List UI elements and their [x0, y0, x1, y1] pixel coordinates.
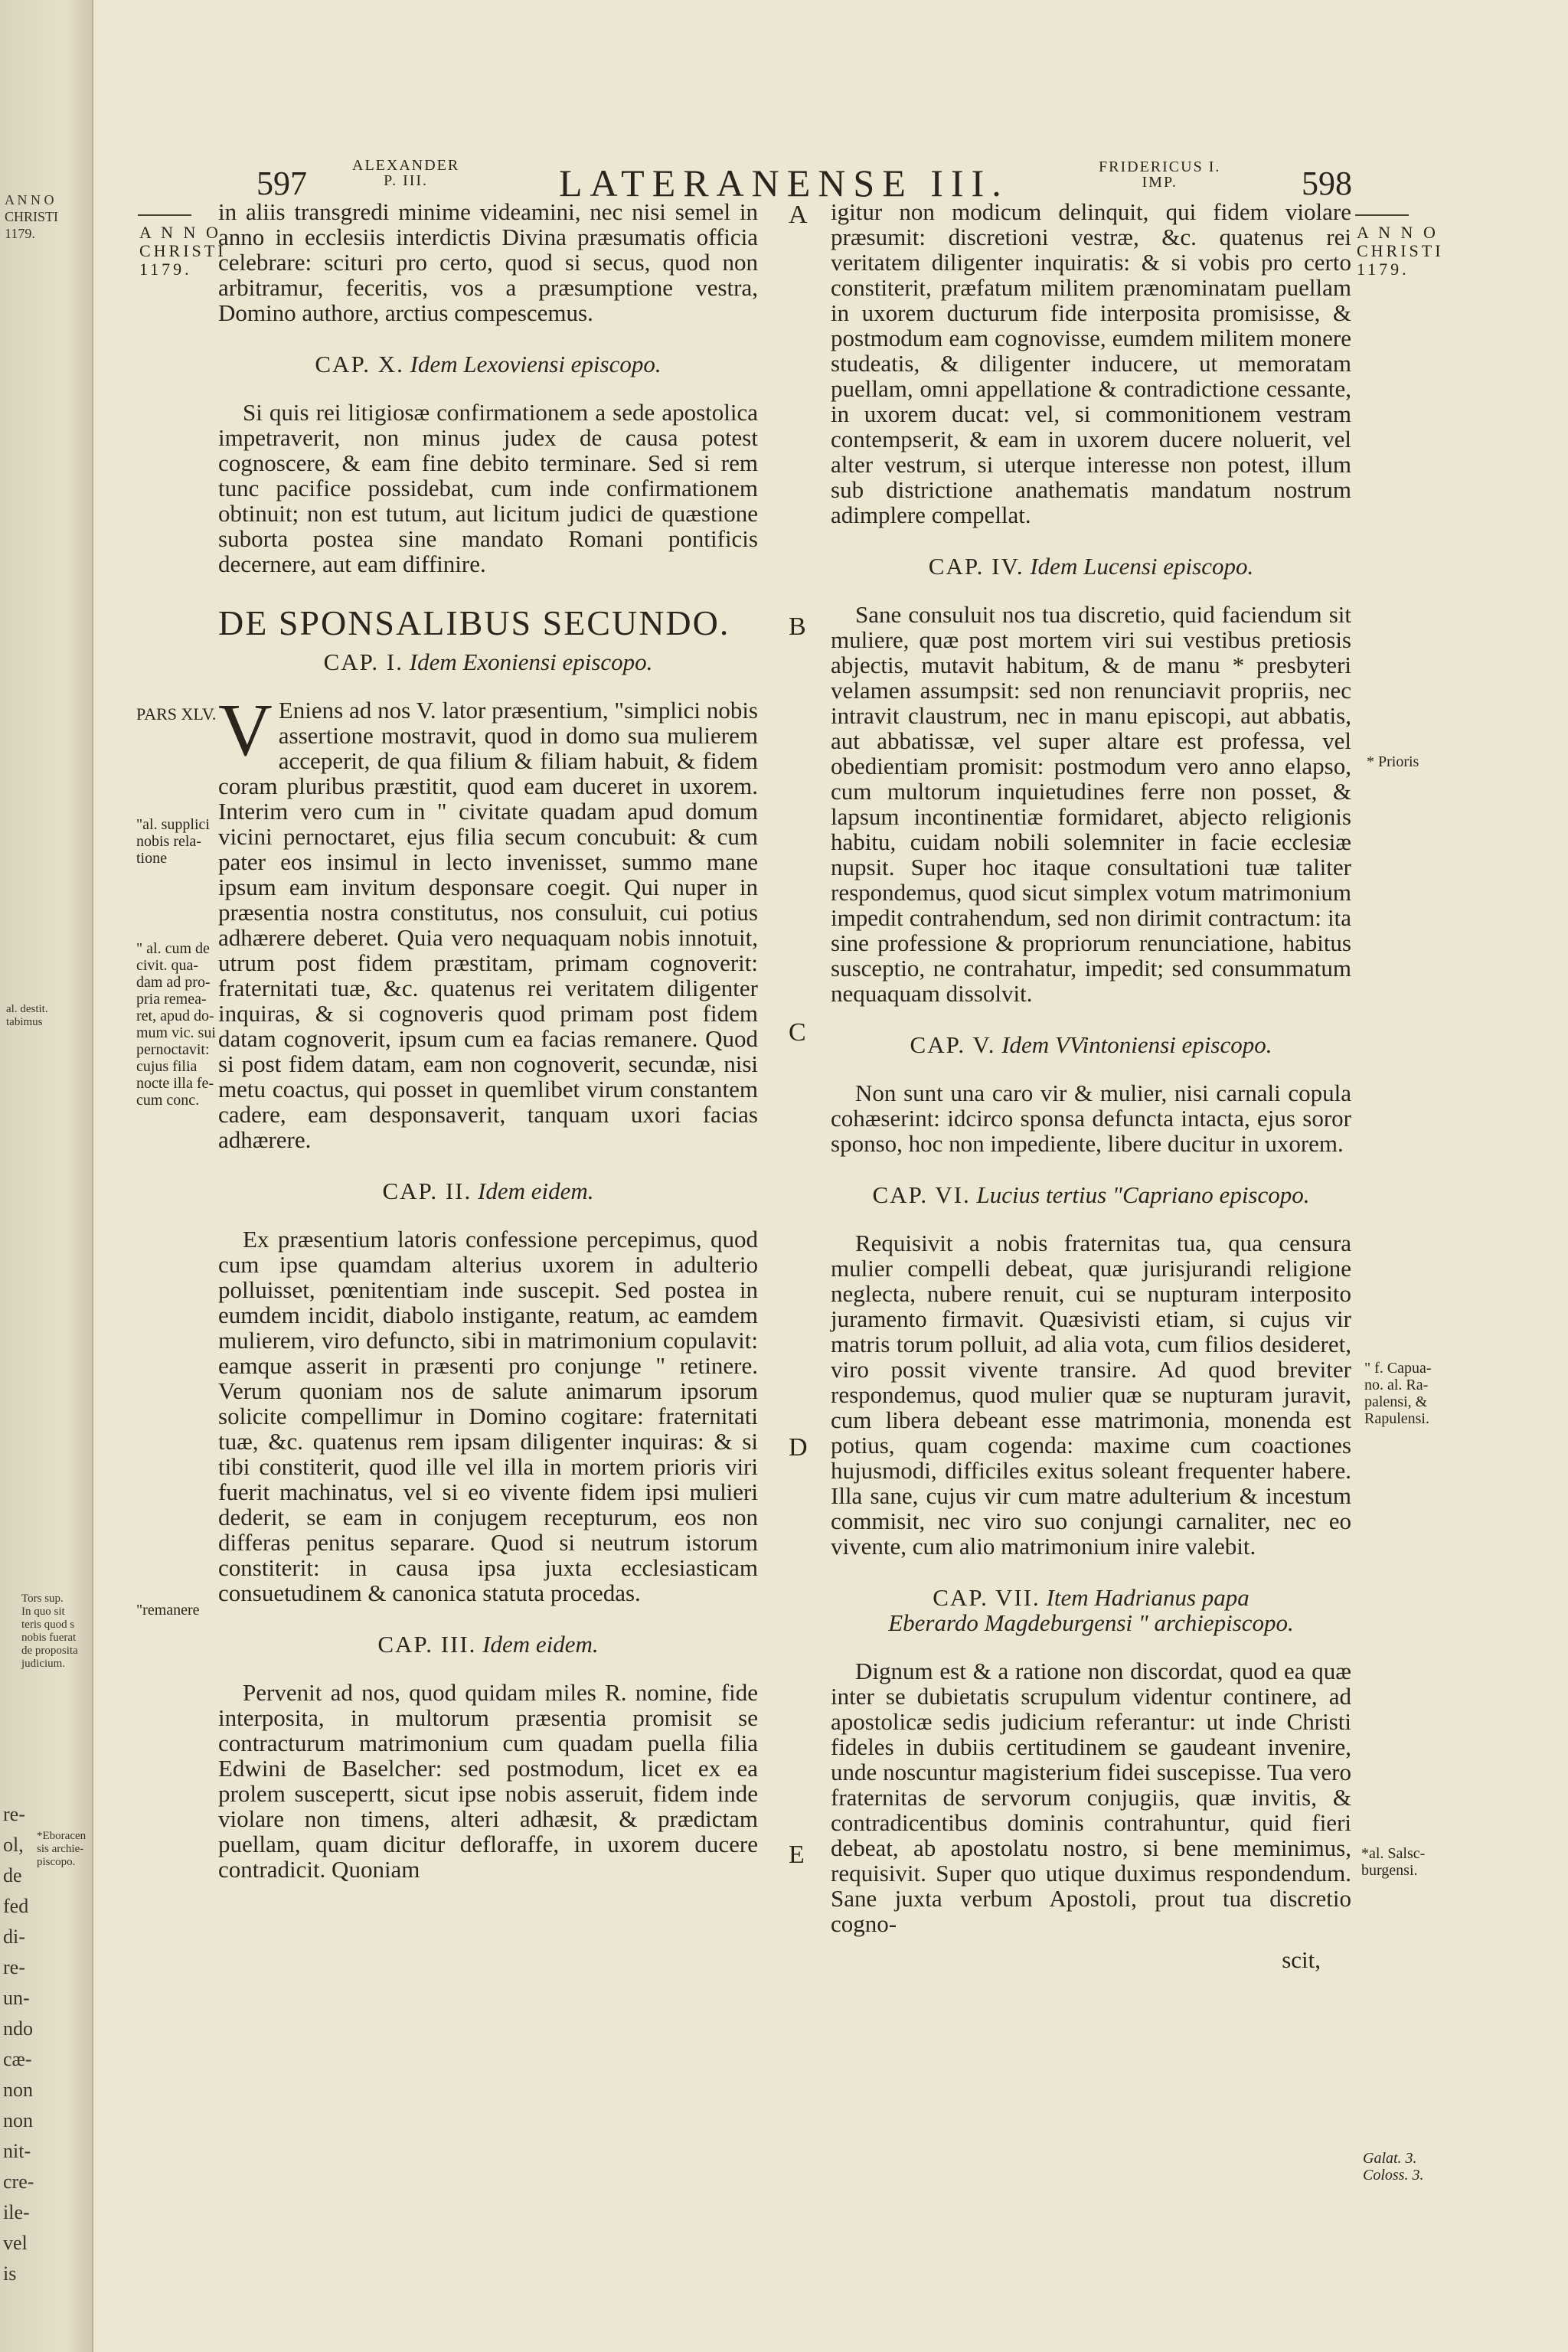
chapter-heading: CAP. III. Idem eidem.: [377, 1631, 599, 1658]
paragraph: Si quis rei litigiosæ confirmationem a sede apostolica impetraverit, non minus judex de causa potest cognoscere, & eam fine debito terminare. Sed si rem tunc pacifice possidebat, cum inde confirmationem obtinuit; non est tutum, aut licitum judici de quæstione suborta postea sine mandato Romani pontificis decernere, aut eam diffinire.: [218, 399, 758, 577]
chapter-heading: CAP. VII. Item Hadrianus papa Eberardo Magdeburgensi " archiepiscopo.: [888, 1584, 1294, 1636]
margin-note-1: "al. supplici nobis rela- tione: [136, 816, 210, 867]
paragraph: Sane consuluit nos tua discretio, quid faciendum sit muliere, quæ post mortem viri sui vestibus pretiosis abjectis, mutavit habitum, & de manu * presbyteri velamen assumpsit: sed non renunciavit propriis, nec intravit claustrum, nec in manu episcopi, aut abbatis, aut abbatissæ, vel super altare est professa, vel obedientiam promisit: postmodum vero anno elapso, cum multorum inquietudines ferre non posset, & lapsum incontinentiæ formidaret, abjecto religionis habitu, cuidam nobili solemniter in facie ecclesiæ nupsit. Super hoc itaque consultationi tuæ taliter respondemus, quod sicut simplex votum matrimonium impedit contrahendum, sed non dirimit contractum: ita sine professione & propriorum renunciatione, habitus susceptio, ne contrahatur, impedit; sed consummatum nequaquam dissolvit.: [831, 601, 1351, 1007]
paragraph: Non sunt una caro vir & mulier, nisi carnali copula cohæserint: idcirco sponsa defuncta intacta, ejus soror sponso, hoc non impediente, libere ducitur in uxorem.: [831, 1080, 1351, 1157]
paragraph: Pervenit ad nos, quod quidam miles R. nomine, fide interposita, in multorum præsentia promisit se contracturum matrimonium cum quadam puella filia Edwini de Baselcher: sed postmodum, licet ex ea prolem suscepertt, sicut ipse nobis asseruit, fidem inde violare non timens, alteri adhæsit, & prædictam puellam, quam dicitur defloraffe, in uxorem ducere contradicit. Quoniam: [218, 1679, 758, 1883]
chapter-heading: CAP. V. Idem VVintoniensi episcopo.: [910, 1031, 1272, 1058]
paragraph: igitur non modicum delinquit, qui fidem violare præsumit: discretioni vestræ, &c. quatenus rei veritatem diligenter inquiratis: & si vobis pro certo constiterit, præfatum militem prænominatam puellam in uxorem ducturum fide interposita promisisse, & postmodum eam cognovisse, eumdem militem monere studeatis, & diligenter inducere, ut memoratam puellam, omni appellatione & contradictione cessante, in uxorem ducat: vel, si commonitionem vestram contempserit, & eam in uxorem ducere noluerit, vel alter vestrum, si uterque interesse non potest, illum sub districtione anathematis mandatum nostrum adimplere compellat.: [831, 198, 1351, 528]
section-letter-e: E: [789, 1841, 805, 1869]
strip-low-note-2: *Eboracen sis archie- piscopo.: [37, 1830, 87, 1868]
right-column: [831, 199, 1351, 1972]
strip-low-note: Tors sup. In quo sit teris quod s nobis fuerat de proposita judicium.: [21, 1592, 78, 1670]
page-title: LATERANENSE III.: [559, 162, 1009, 204]
paragraph: in aliis transgredi minime videamini, nec nisi semel in anno in ecclesiis interdictis Divina præsumatis officia celebrare: sciturі pro certo, quod si secus, quod non arbitramur, feceritis, vos a præsumptione vestra, Domino authore, arctius compescemus.: [218, 198, 758, 326]
chapter-heading: CAP. VI. Lucius tertius "Capriano episcopo.: [872, 1181, 1310, 1208]
anno-christi-left: A N N O CHRISTI 1179.: [139, 223, 227, 279]
right-running-head: FRIDERICUS I. IMP.: [1099, 158, 1221, 191]
margin-note-3: "remanere: [136, 1602, 200, 1619]
paragraph: V Eniens ad nos V. lator præsentium, "simplici nobis assertione mostravit, quod in domo sua mulierem acceperit, de qua filium & filiam habuit, & fidem coram pluribus præstitit, quod eam duceret in uxorem. Interim vero cum in " civitate quadam apud domum vicini pernoctaret, ejus filia secum concubuit: & cum pater eos insimul in lecto invenisset, summo mane ipsum eam invitum desponsare coegit. Qui nuper in præsentia nostra constitutus, nos consuluit, cui potius adhærere deberet. Quia vero nequaquam nobis innotuit, utrum post fidem præstitam, primam cognoverit: fraternitati tuæ, &c. quatenus rei veritatem diligenter inquiras, & si cognoveris quod primam post fidem datam cognoverit, ipsum cum ea facias remanere. Quod si post fidem datam, eam non cognoverit, secundæ, nisi metu coactus, qui posset in quemlibet virum constantem cadere, eam desponsaverit, tanquam uxori facias adhærere.: [218, 689, 758, 1153]
section-letter-b: B: [789, 612, 806, 641]
section-letter-c: C: [789, 1018, 806, 1047]
left-page-strip: [0, 0, 93, 2352]
strip-anno-note: A N N O CHRISTI 1179.: [5, 192, 59, 241]
section-title: DE SPONSALIBUS SECUNDO.: [218, 603, 730, 642]
right-page-number: 598: [1302, 165, 1352, 202]
left-page-number: 597: [256, 165, 307, 202]
section-letter-a: A: [789, 201, 808, 229]
chapter-heading: CAP. I. Idem Exoniensi episcopo.: [323, 648, 653, 675]
drop-capital: V: [218, 689, 273, 772]
strip-mid-note: al. destit. tabimus: [6, 1003, 48, 1028]
chapter-heading: CAP. II. Idem eidem.: [382, 1178, 594, 1204]
margin-note-salsburg: *al. Salsc- burgensi.: [1361, 1845, 1426, 1879]
margin-note-capua: " f. Capua- no. al. Ra- palensi, & Rapulensi.: [1364, 1360, 1432, 1427]
paragraph: Dignum est & a ratione non discordat, quod ea quæ inter se dubietatis scrupulum videntur continere, ad apostolicæ sedis judicium referantur: ut inde Christi fideles in dubiis certitudinem se gaudeant invenire, unde noscuntur magisterium fidei suscepisse. Tua vero fraternitas de servorum conjugiis, quæ invitis, & contradicentibus dominis contrahuntur, quid fieri debeat, ab apostolatu nostro, si bene meminimus, requisivit. Super quo utique duximus respondendum. Sane juxta verbum Apostoli, prout tua discretio cogno-: [831, 1658, 1351, 1937]
margin-note-galat: Galat. 3. Coloss. 3.: [1363, 2150, 1424, 2184]
anno-rule-right: [1355, 214, 1409, 216]
margin-note-2: " al. cum de civit. qua- dam ad pro- pria remea- ret, apud do- mum vic. sui pernoctavit: cujus filia nocte illa fe- cum conc.: [136, 940, 216, 1109]
anno-rule-left: [138, 214, 191, 216]
strip-fragments: re- ol, de fed di- re- un- ndo cæ- non non nit- cre- ile- vel is: [3, 1803, 34, 2285]
paragraph: Requisivit a nobis fraternitas tua, qua censura mulier compelli debeat, quæ jurisjurandi religione neglecta, nubere renuit, cui se nupturam interposito juramento firmavit. Quæsivisti etiam, si cujus vir matris torum polluit, ad alia vota, cum filios desideret, viro possit vivente transire. Ad quod breviter respondemus, quod mulier quæ se nupturam juravit, cum libera debeant esse matrimonia, monenda est potius, quam cogenda: maxime cum coactiones hujusmodi, difficiles exitus soleant frequenter habere. Illa sane, cujus vir cum matre adulterium & incestum commisit, nec viro suo conjungi carnaliter, nec eo vivente, cum alio matrimonium inire valebit.: [831, 1230, 1351, 1560]
left-running-head: ALEXANDER P. III.: [352, 157, 460, 189]
chapter-heading: CAP. IV. Idem Lucensi episcopo.: [928, 553, 1254, 580]
chapter-heading: CAP. X. Idem Lexoviensi episcopo.: [315, 351, 662, 377]
paragraph: Ex præsentium latoris confessione percepimus, quod cum ipse quamdam alterius uxorem in adulterio polluisset, pœnitentiam inde suscepit. Sed postea in eumdem incidit, diabolo instigante, reatum, ac eamdem mulierem, viro defuncto, sibi in matrimonium copulavit: eamque asserit in præsenti pro conjunge " retinere. Verum quoniam nos de salute animarum ipsorum solicite compellimur in Domino cogitare: fraternitati tuæ, &c. quatenus rem ipsam diligenter inquiras: & si tibi constiterit, quod ille vel illa in mortem prioris viri fuerit machinatus, vel si eo vivente fidem ipsi mulieri dederit, se eam in conjugem recepturum, eos non differas penitus separare. Quod si neutrum istorum constiterit: in causa ipsa juxta ecclesiasticam consuetudinem & canonica statuta procedas.: [218, 1226, 758, 1606]
margin-note-prioris: * Prioris: [1367, 753, 1419, 770]
section-letter-d: D: [789, 1433, 808, 1462]
anno-christi-right: A N N O CHRISTI 1179.: [1357, 223, 1444, 279]
left-column: [218, 199, 758, 1893]
catchword: scit,: [1282, 1946, 1321, 1973]
book-page: [100, 0, 1568, 2352]
pars-label: PARS XLV.: [136, 704, 217, 724]
